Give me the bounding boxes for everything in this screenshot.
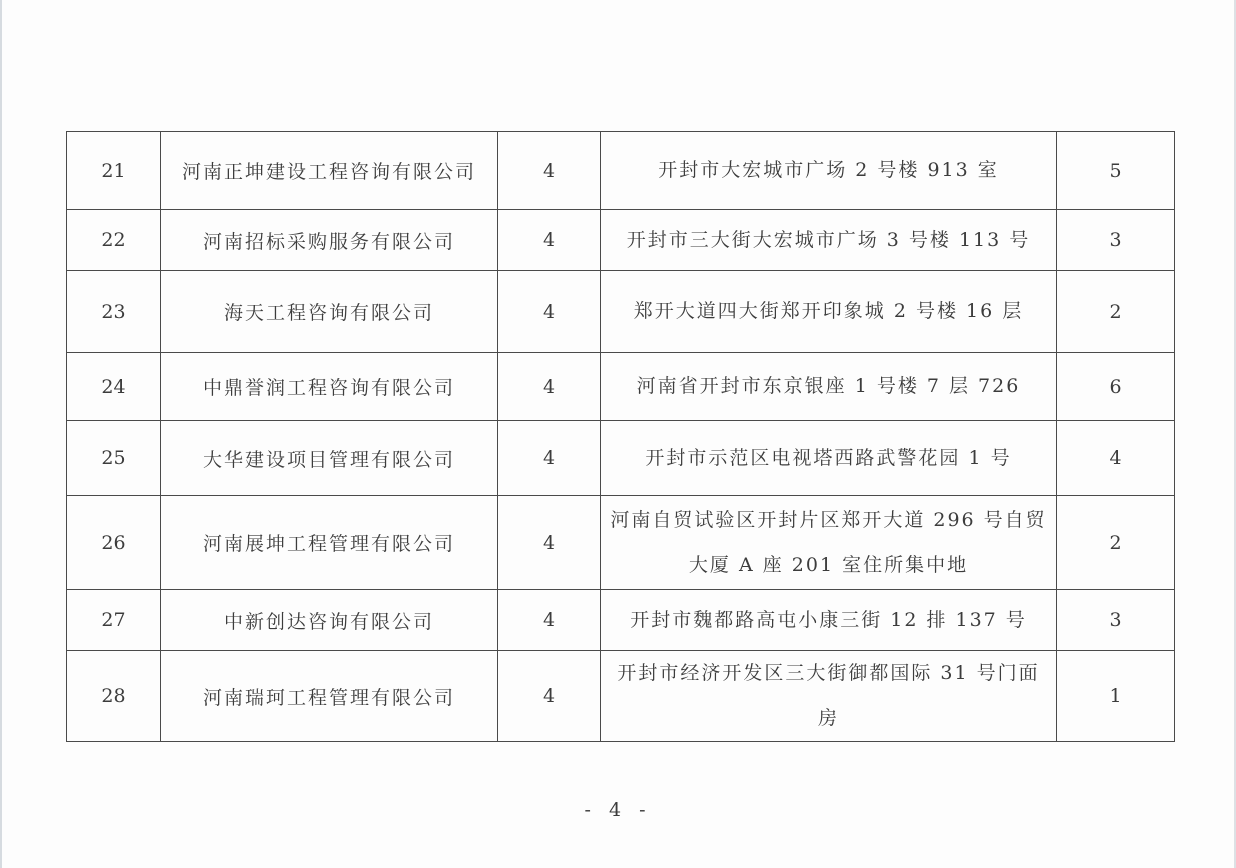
company-count: 5	[1057, 132, 1175, 210]
company-count: 2	[1057, 496, 1175, 590]
company-address: 开封市示范区电视塔西路武警花园 1 号	[601, 421, 1057, 496]
company-name: 中新创达咨询有限公司	[161, 590, 498, 651]
page-number: - 4 -	[584, 799, 652, 821]
table-row	[67, 651, 1175, 742]
company-address: 开封市大宏城市广场 2 号楼 913 室	[601, 132, 1057, 210]
company-name: 河南展坤工程管理有限公司	[161, 496, 498, 590]
company-count: 6	[1057, 353, 1175, 421]
company-address: 河南自贸试验区开封片区郑开大道 296 号自贸大厦 A 座 201 室住所集中地	[601, 496, 1057, 590]
table-row	[67, 496, 1175, 590]
company-name: 河南瑞珂工程管理有限公司	[161, 651, 498, 742]
company-name: 大华建设项目管理有限公司	[161, 421, 498, 496]
company-level: 4	[498, 651, 601, 742]
company-name: 河南招标采购服务有限公司	[161, 210, 498, 271]
table-row	[67, 353, 1175, 421]
company-level: 4	[498, 590, 601, 651]
company-level: 4	[498, 496, 601, 590]
company-address: 开封市三大街大宏城市广场 3 号楼 113 号	[601, 210, 1057, 271]
company-level: 4	[498, 421, 601, 496]
row-seq: 27	[67, 590, 161, 651]
company-count: 3	[1057, 210, 1175, 271]
company-address: 开封市经济开发区三大街御都国际 31 号门面房	[601, 651, 1057, 742]
company-registry-table	[66, 131, 1175, 742]
company-level: 4	[498, 353, 601, 421]
company-count: 2	[1057, 271, 1175, 353]
row-seq: 25	[67, 421, 161, 496]
company-level: 4	[498, 271, 601, 353]
table-row	[67, 421, 1175, 496]
row-seq: 26	[67, 496, 161, 590]
table-row	[67, 271, 1175, 353]
table-row	[67, 210, 1175, 271]
company-level: 4	[498, 132, 601, 210]
company-address: 郑开大道四大街郑开印象城 2 号楼 16 层	[601, 271, 1057, 353]
table-row	[67, 590, 1175, 651]
table-row	[67, 132, 1175, 210]
scan-edge-left	[0, 0, 2, 868]
row-seq: 23	[67, 271, 161, 353]
row-seq: 24	[67, 353, 161, 421]
company-count: 1	[1057, 651, 1175, 742]
company-count: 3	[1057, 590, 1175, 651]
row-seq: 28	[67, 651, 161, 742]
company-level: 4	[498, 210, 601, 271]
company-name: 海天工程咨询有限公司	[161, 271, 498, 353]
company-name: 中鼎誉润工程咨询有限公司	[161, 353, 498, 421]
company-address: 开封市魏都路高屯小康三街 12 排 137 号	[601, 590, 1057, 651]
company-count: 4	[1057, 421, 1175, 496]
row-seq: 22	[67, 210, 161, 271]
company-address: 河南省开封市东京银座 1 号楼 7 层 726	[601, 353, 1057, 421]
company-name: 河南正坤建设工程咨询有限公司	[161, 132, 498, 210]
row-seq: 21	[67, 132, 161, 210]
